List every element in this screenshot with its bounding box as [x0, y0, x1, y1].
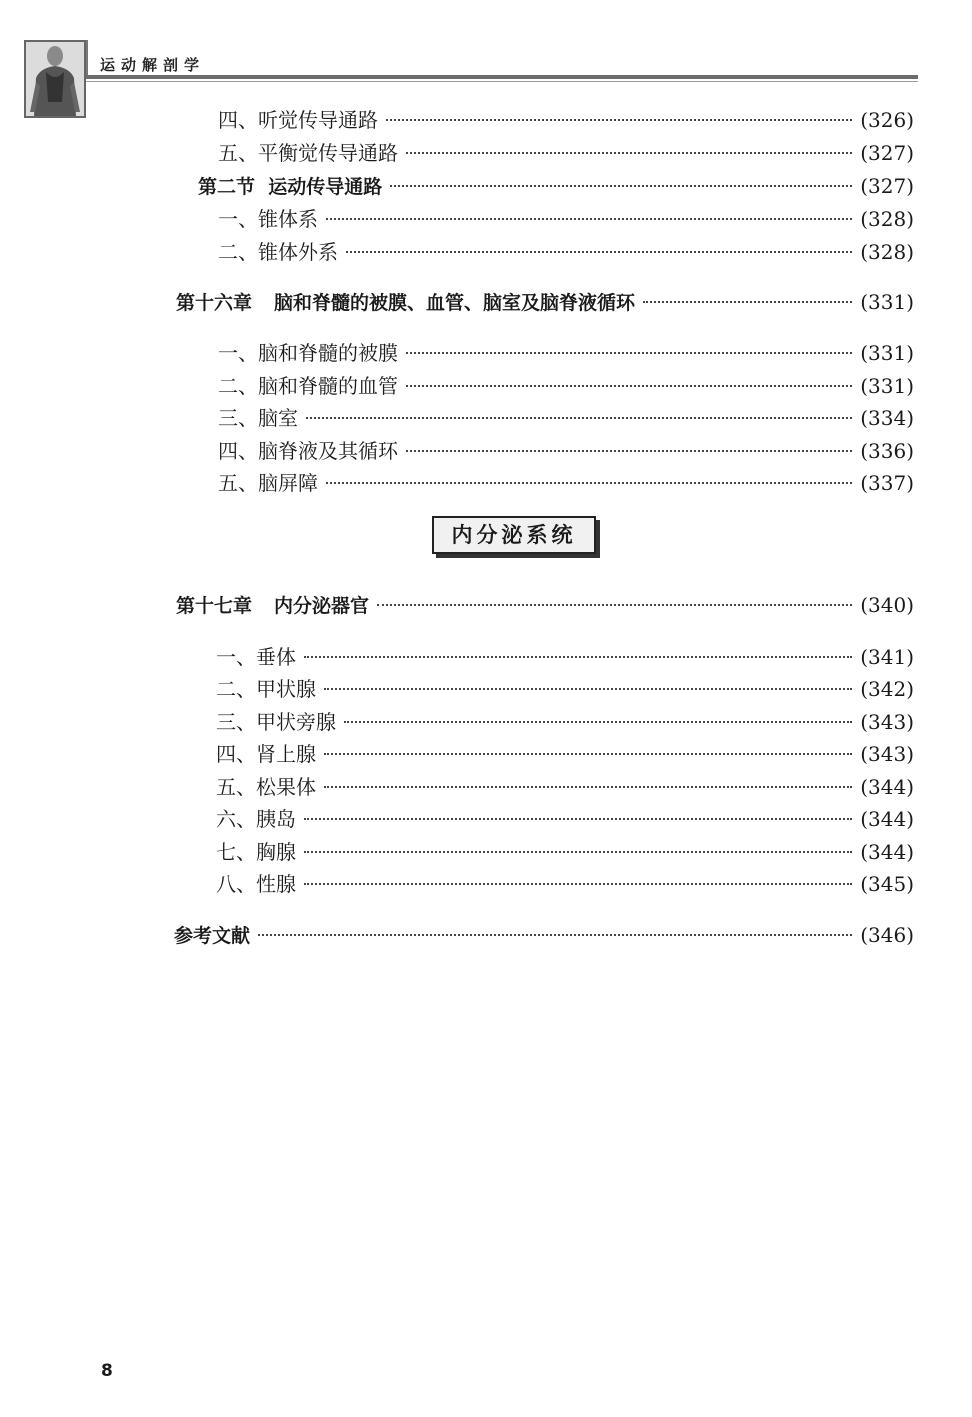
toc-leader-dots — [344, 721, 852, 723]
toc-entry-page: (331) — [860, 374, 914, 398]
toc-entry-page: (344) — [860, 840, 914, 864]
section-heading: 内分泌系统 — [432, 516, 596, 554]
header-rule-thin — [86, 81, 918, 82]
header-rule — [86, 75, 918, 79]
toc-entry-page: (342) — [860, 677, 914, 701]
toc-entry-label: 五、松果体 — [216, 775, 316, 799]
toc-entry-label: 六、胰岛 — [216, 807, 296, 831]
toc-entry-label: 四、脑脊液及其循环 — [218, 439, 398, 463]
toc-entry[interactable] — [216, 870, 914, 898]
toc-entry-label: 四、听觉传导通路 — [218, 108, 378, 132]
chapter-title: 脑和脊髓的被膜、血管、脑室及脑脊液循环 — [274, 292, 636, 314]
toc-leader-dots — [306, 417, 852, 419]
toc-chapter-label — [176, 592, 369, 620]
toc-entry-label: 二、脑和脊髓的血管 — [218, 374, 398, 398]
chapter-title: 内分泌器官 — [274, 595, 370, 617]
toc-entry-label: 第二节 运动传导通路 — [198, 176, 383, 198]
header-thumbnail — [24, 40, 86, 118]
toc-chapter-entry[interactable] — [176, 591, 914, 619]
toc-entry-page: (327) — [860, 141, 914, 165]
toc-entry-page: (340) — [860, 593, 914, 617]
toc-entry-page: (334) — [860, 406, 914, 430]
toc-entry-page: (331) — [860, 341, 914, 365]
toc-leader-dots — [346, 251, 852, 253]
header-frame-edge — [86, 40, 88, 77]
toc-entry-page: (327) — [860, 174, 914, 198]
toc-leader-dots — [386, 119, 852, 121]
toc-chapter-label — [176, 289, 635, 317]
toc-leader-dots — [324, 786, 852, 788]
toc-entry[interactable] — [216, 675, 914, 703]
toc-entry-label: 三、甲状旁腺 — [216, 710, 336, 734]
toc-entry[interactable] — [218, 469, 914, 497]
toc-entry-label: 八、性腺 — [216, 872, 296, 896]
toc-leader-dots — [406, 152, 852, 154]
toc-entry[interactable] — [216, 643, 914, 671]
toc-entry-label: 一、脑和脊髓的被膜 — [218, 341, 398, 365]
toc-entry-page: (331) — [860, 290, 914, 314]
toc-entry-label: 三、脑室 — [218, 406, 298, 430]
toc-leader-dots — [390, 185, 852, 187]
toc-leader-dots — [643, 301, 852, 303]
toc-entry[interactable] — [218, 205, 914, 233]
toc-entry-page: (326) — [860, 108, 914, 132]
chapter-number: 第十七章 — [176, 595, 253, 617]
book-title: 运动解剖学 — [100, 56, 206, 74]
toc-leader-dots — [324, 753, 852, 755]
toc-entry-label: 参考文献 — [174, 925, 251, 947]
toc-entry-page: (341) — [860, 645, 914, 669]
toc-entry[interactable] — [216, 773, 914, 801]
toc-entry-page: (328) — [860, 207, 914, 231]
toc-leader-dots — [324, 688, 852, 690]
page-number: 8 — [101, 1361, 113, 1381]
toc-entry[interactable] — [216, 740, 914, 768]
toc-leader-dots — [304, 818, 852, 820]
toc-entry[interactable] — [216, 805, 914, 833]
toc-entry-page: (337) — [860, 471, 914, 495]
toc-entry-page: (336) — [860, 439, 914, 463]
toc-entry[interactable] — [218, 437, 914, 465]
toc-leader-dots — [406, 450, 852, 452]
toc-leader-dots — [258, 934, 852, 936]
toc-entry-page: (343) — [860, 710, 914, 734]
chapter-number: 第十六章 — [176, 292, 253, 314]
toc-entry[interactable] — [216, 838, 914, 866]
toc-entry[interactable] — [218, 339, 914, 367]
toc-entry-label: 五、脑屏障 — [218, 471, 318, 495]
toc-leader-dots — [326, 482, 852, 484]
toc-leader-dots — [304, 656, 852, 658]
toc-leader-dots — [304, 851, 852, 853]
toc-leader-dots — [377, 604, 852, 606]
toc-references-entry[interactable] — [174, 921, 914, 949]
toc-entry[interactable] — [218, 139, 914, 167]
toc-entry-label: 四、肾上腺 — [216, 742, 316, 766]
toc-entry-label: 一、垂体 — [216, 645, 296, 669]
anatomy-back-figure-icon — [26, 42, 84, 116]
toc-entry[interactable] — [218, 106, 914, 134]
toc-section-entry[interactable] — [198, 172, 914, 200]
toc-leader-dots — [406, 352, 852, 354]
toc-entry-label: 二、甲状腺 — [216, 677, 316, 701]
toc-entry-label: 一、锥体系 — [218, 207, 318, 231]
toc-leader-dots — [326, 218, 852, 220]
toc-entry-page: (328) — [860, 240, 914, 264]
toc-chapter-entry[interactable] — [176, 288, 914, 316]
toc-entry-page: (343) — [860, 742, 914, 766]
toc-entry-page: (344) — [860, 775, 914, 799]
toc-entry[interactable] — [216, 708, 914, 736]
toc-leader-dots — [406, 385, 852, 387]
toc-entry-label: 七、胸腺 — [216, 840, 296, 864]
toc-entry-page: (344) — [860, 807, 914, 831]
toc-entry[interactable] — [218, 238, 914, 266]
toc-leader-dots — [304, 883, 852, 885]
toc-entry-page: (345) — [860, 872, 914, 896]
toc-entry-label: 二、锥体外系 — [218, 240, 338, 264]
toc-entry-label: 五、平衡觉传导通路 — [218, 141, 398, 165]
toc-entry[interactable] — [218, 404, 914, 432]
toc-entry-page: (346) — [860, 923, 914, 947]
toc-entry[interactable] — [218, 372, 914, 400]
